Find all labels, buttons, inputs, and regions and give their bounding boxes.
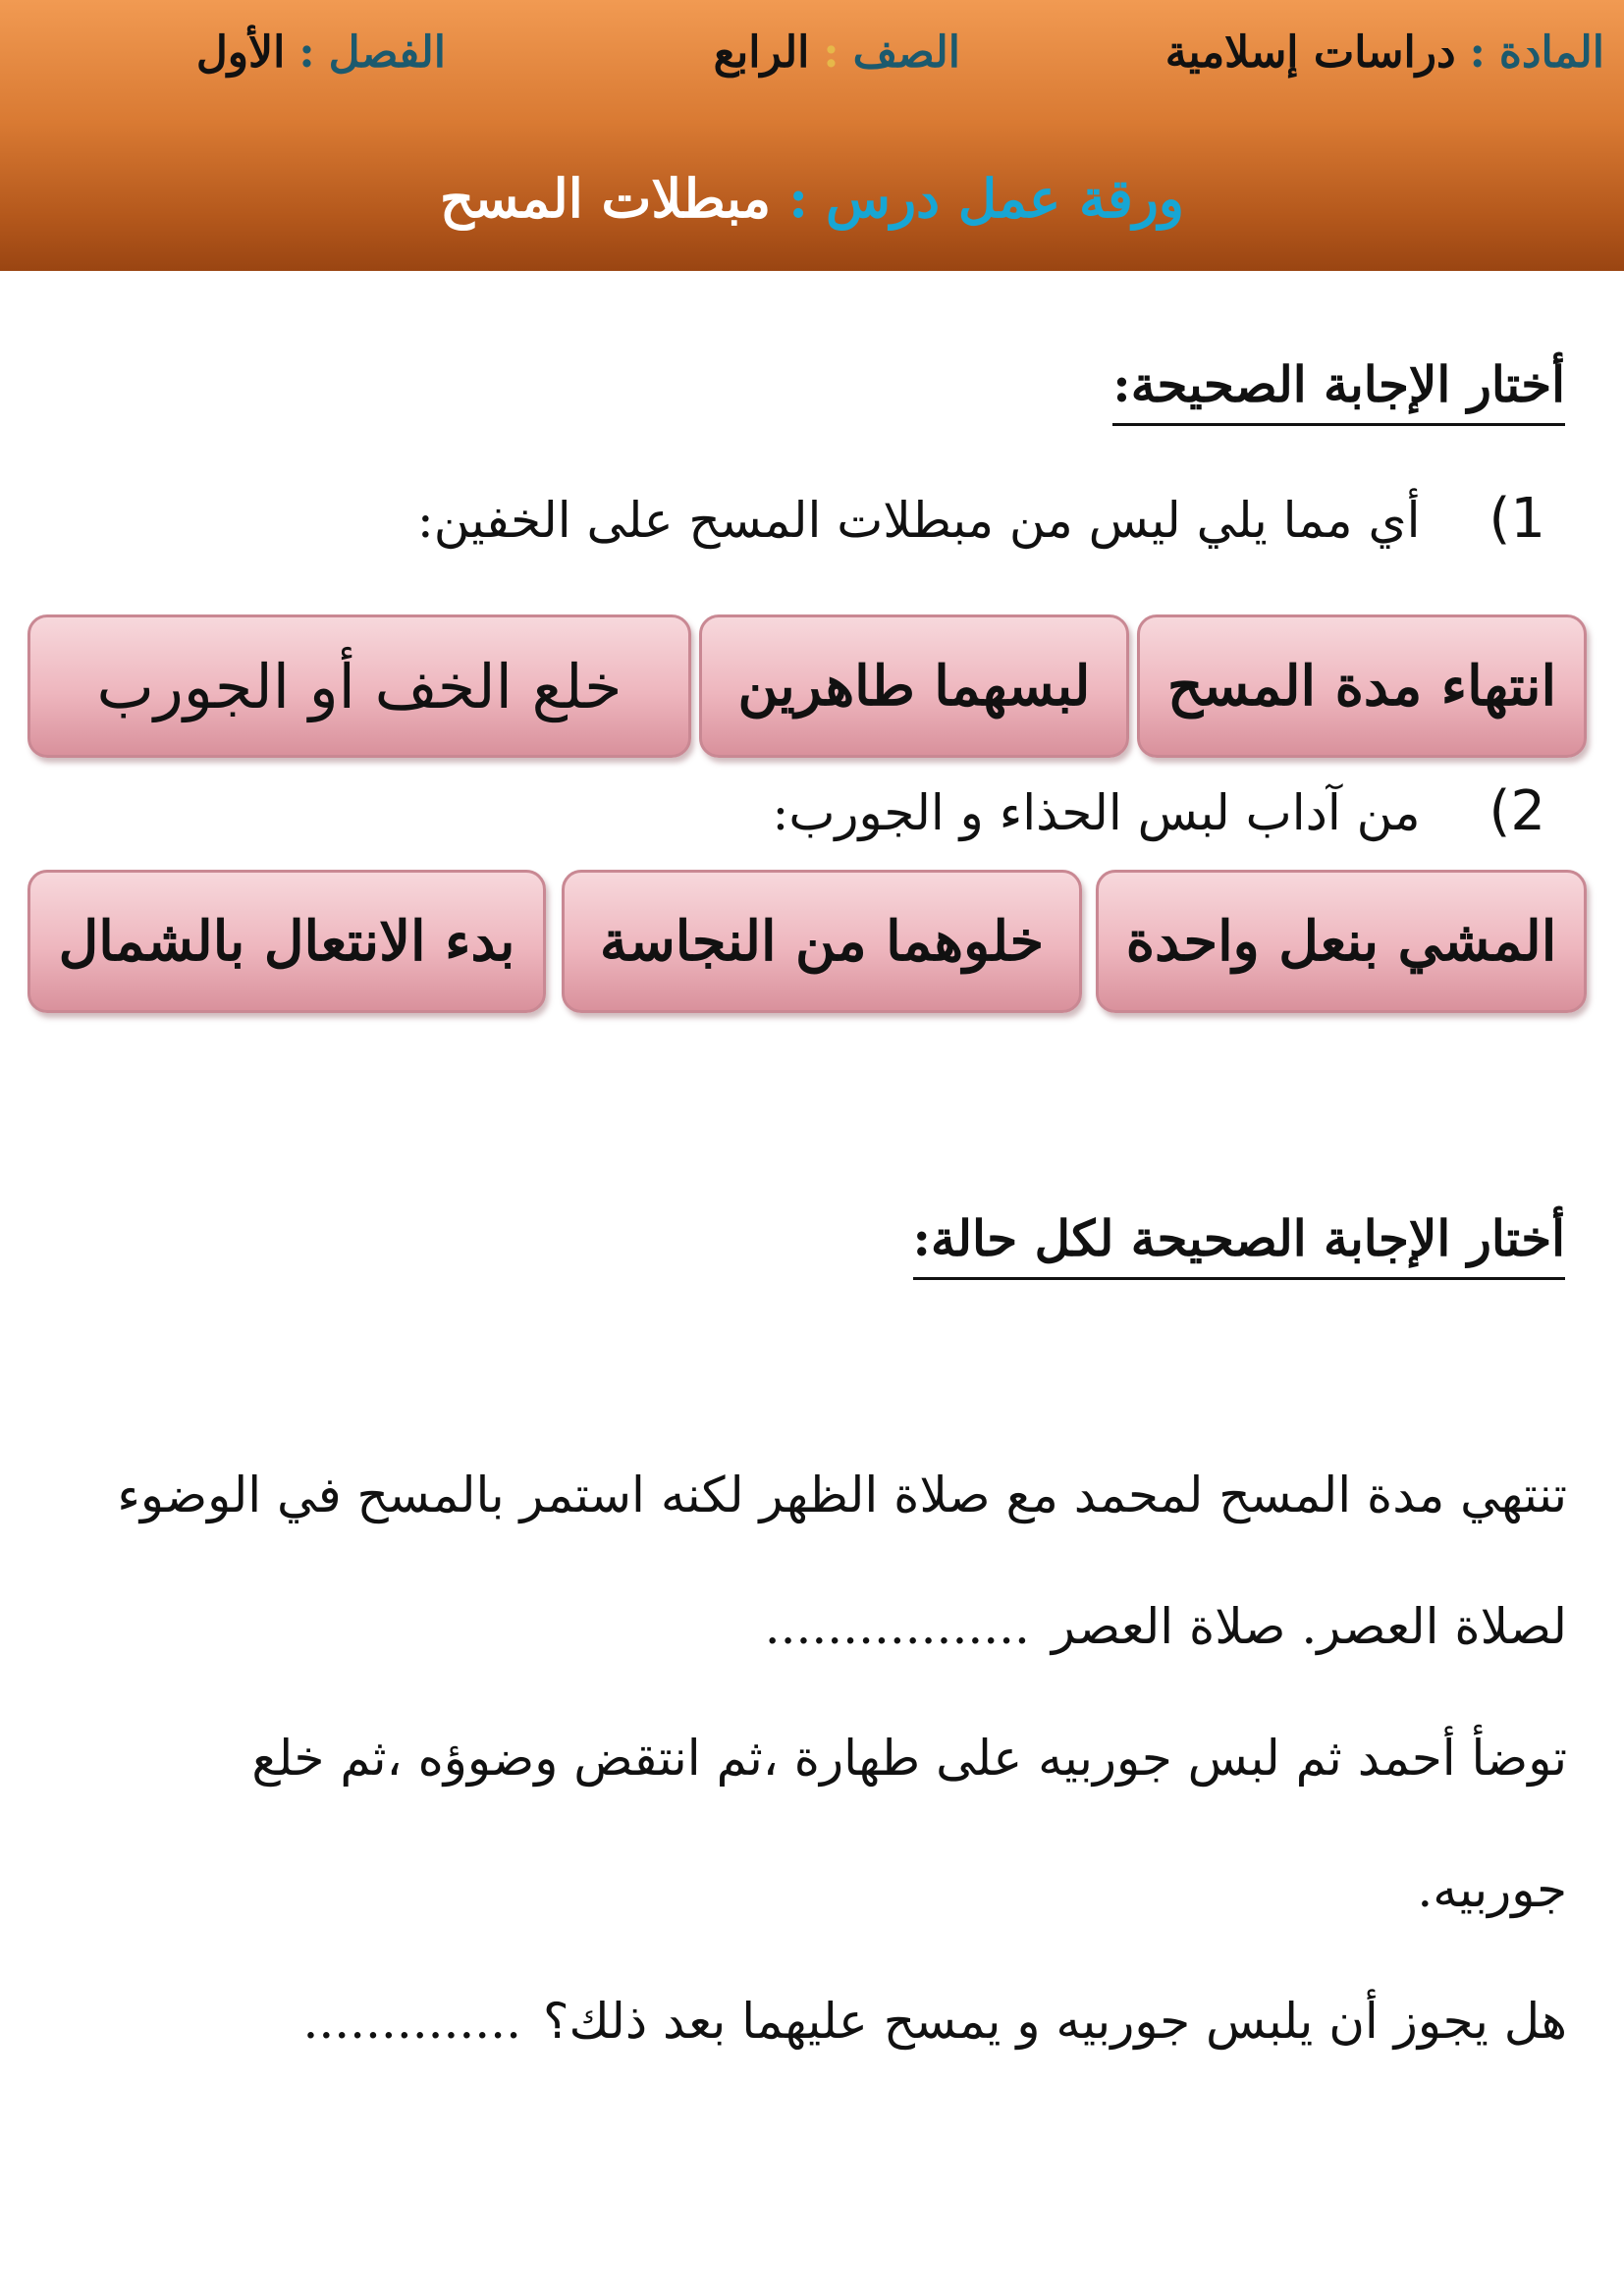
question-2-option-2[interactable]: خلوهما من النجاسة <box>562 870 1082 1013</box>
semester-separator: : <box>298 27 315 78</box>
question-2-text: من آداب لبس الحذاء و الجورب: <box>772 784 1421 841</box>
subject-separator: : <box>1469 27 1486 78</box>
question-1-text: أي مما يلي ليس من مبطلات المسح على الخفين: <box>416 492 1421 549</box>
semester-label: الفصل <box>328 27 446 78</box>
question-2 <box>773 779 1546 843</box>
section2-heading: أختار الإجابة الصحيحة لكل حالة: <box>913 1209 1565 1280</box>
worksheet-header <box>0 0 1624 271</box>
question-1-option-2[interactable]: لبسهما طاهرين <box>699 614 1129 758</box>
case-1-answer-blank[interactable]: ................. <box>764 1598 1030 1655</box>
question-2-number: 2) <box>1489 779 1545 843</box>
case-1-line-2 <box>765 1598 1567 1655</box>
grade-value: الرابع <box>713 27 810 78</box>
case-1-line-1: تنتهي مدة المسح لمحمد مع صلاة الظهر لكنه استمر بالمسح في الوضوء <box>117 1467 1567 1523</box>
title-label: ورقة عمل درس <box>826 167 1184 230</box>
grade-field <box>714 27 960 78</box>
case-2-line-2: جوربيه. <box>1417 1861 1567 1918</box>
case-2-question-text: هل يجوز أن يلبس جوربيه و يمسح عليهما بعد ذلك؟ <box>542 1993 1567 2050</box>
subject-value: دراسات إسلامية <box>1164 27 1456 78</box>
case-2-line-1: توضأ أحمد ثم لبس جوربيه على طهارة ،ثم انتقض وضوؤه ،ثم خلع <box>251 1730 1567 1787</box>
case-2-answer-blank[interactable]: .............. <box>302 1993 521 2050</box>
grade-label: الصف <box>852 27 960 78</box>
semester-field <box>196 27 446 78</box>
subject-label: المادة <box>1498 27 1604 78</box>
section1-heading: أختار الإجابة الصحيحة: <box>1112 355 1565 426</box>
question-1-option-3[interactable]: خلع الخف أو الجورب <box>27 614 691 758</box>
question-1-option-1[interactable]: انتهاء مدة المسح <box>1137 614 1587 758</box>
subject-field <box>1165 27 1604 78</box>
question-2-option-1[interactable]: المشي بنعل واحدة <box>1096 870 1587 1013</box>
worksheet-title <box>0 167 1624 230</box>
grade-separator: : <box>823 27 839 78</box>
case-1-text: لصلاة العصر. صلاة العصر <box>1051 1598 1567 1655</box>
question-1-number: 1) <box>1489 487 1545 551</box>
question-1 <box>417 487 1545 551</box>
question-2-option-3[interactable]: بدء الانتعال بالشمال <box>27 870 546 1013</box>
title-value: مبطلات المسح <box>440 167 772 230</box>
title-separator: : <box>788 167 809 230</box>
semester-value: الأول <box>195 27 286 78</box>
case-2-question <box>302 1993 1567 2050</box>
